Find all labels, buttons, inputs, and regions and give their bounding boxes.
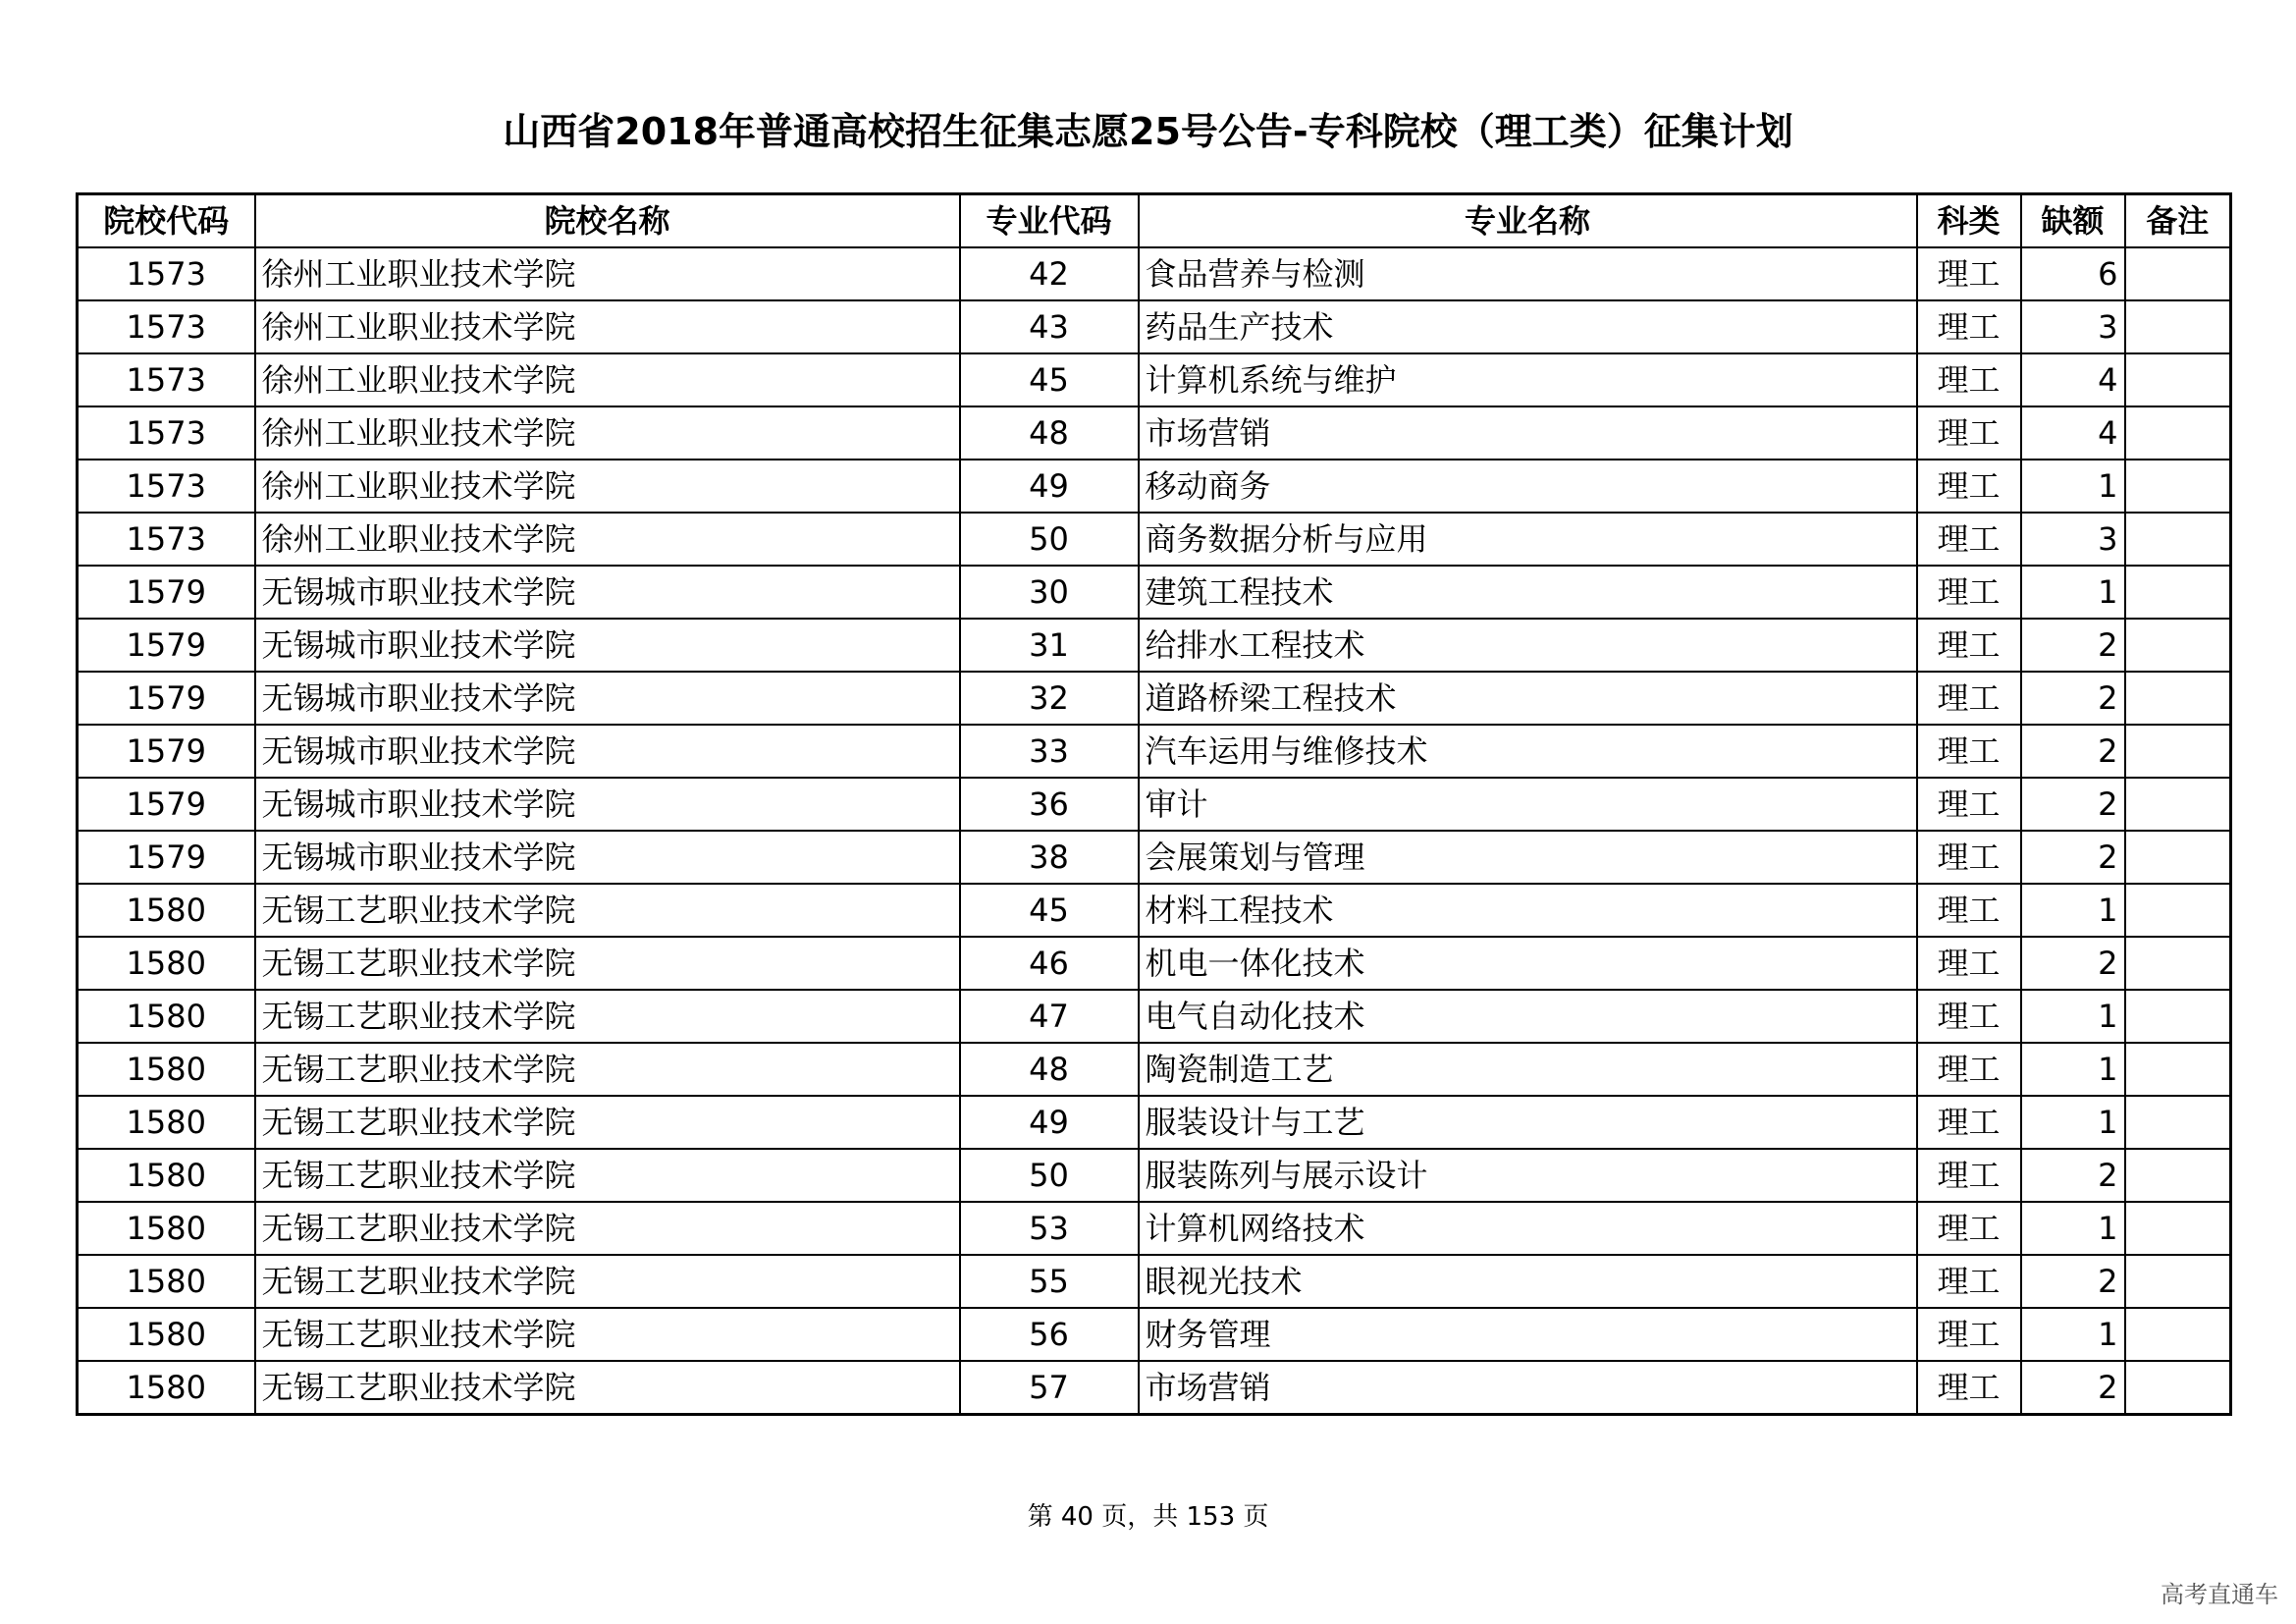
major-code-cell: 46: [960, 937, 1139, 990]
major-name-cell: 电气自动化技术: [1139, 990, 1917, 1043]
remarks-cell: [2125, 884, 2231, 937]
remarks-cell: [2125, 300, 2231, 353]
school-code-cell: 1580: [78, 1149, 255, 1202]
column-header-major-name: 专业名称: [1139, 194, 1917, 248]
school-code-cell: 1579: [78, 831, 255, 884]
school-code-cell: 1573: [78, 460, 255, 513]
remarks-cell: [2125, 1096, 2231, 1149]
vacancies-cell: 1: [2021, 1308, 2125, 1361]
major-name-cell: 市场营销: [1139, 1361, 1917, 1415]
vacancies-cell: 3: [2021, 513, 2125, 566]
category-cell: 理工: [1917, 1043, 2021, 1096]
school-name-cell: 无锡工艺职业技术学院: [255, 1361, 960, 1415]
major-code-cell: 50: [960, 513, 1139, 566]
major-name-cell: 陶瓷制造工艺: [1139, 1043, 1917, 1096]
school-code-cell: 1580: [78, 1255, 255, 1308]
school-name-cell: 无锡城市职业技术学院: [255, 725, 960, 778]
category-cell: 理工: [1917, 778, 2021, 831]
table-row: [78, 406, 2231, 460]
remarks-cell: [2125, 460, 2231, 513]
school-code-cell: 1580: [78, 884, 255, 937]
school-name-cell: 无锡工艺职业技术学院: [255, 1149, 960, 1202]
major-name-cell: 市场营销: [1139, 406, 1917, 460]
column-header-remarks: 备注: [2125, 194, 2231, 248]
table-row: [78, 884, 2231, 937]
page-footer: 第 40 页，共 153 页: [1027, 1502, 1269, 1532]
school-name-cell: 无锡城市职业技术学院: [255, 566, 960, 619]
remarks-cell: [2125, 513, 2231, 566]
table-row: [78, 1202, 2231, 1255]
major-code-cell: 30: [960, 566, 1139, 619]
vacancies-cell: 2: [2021, 778, 2125, 831]
vacancies-cell: 2: [2021, 1149, 2125, 1202]
major-code-cell: 42: [960, 247, 1139, 300]
major-code-cell: 32: [960, 672, 1139, 725]
major-name-cell: 眼视光技术: [1139, 1255, 1917, 1308]
table-header-row: [78, 194, 2231, 248]
major-code-cell: 49: [960, 460, 1139, 513]
major-name-cell: 机电一体化技术: [1139, 937, 1917, 990]
school-name-cell: 徐州工业职业技术学院: [255, 247, 960, 300]
table-row: [78, 353, 2231, 406]
major-name-cell: 计算机网络技术: [1139, 1202, 1917, 1255]
major-code-cell: 47: [960, 990, 1139, 1043]
category-cell: 理工: [1917, 1255, 2021, 1308]
table-row: [78, 778, 2231, 831]
remarks-cell: [2125, 1308, 2231, 1361]
major-name-cell: 汽车运用与维修技术: [1139, 725, 1917, 778]
school-code-cell: 1579: [78, 566, 255, 619]
school-name-cell: 无锡工艺职业技术学院: [255, 990, 960, 1043]
page-title: 山西省2018年普通高校招生征集志愿25号公告-专科院校（理工类）征集计划: [503, 110, 1793, 153]
remarks-cell: [2125, 566, 2231, 619]
major-name-cell: 计算机系统与维护: [1139, 353, 1917, 406]
school-code-cell: 1580: [78, 1361, 255, 1415]
school-code-cell: 1580: [78, 990, 255, 1043]
category-cell: 理工: [1917, 1202, 2021, 1255]
column-header-category: 科类: [1917, 194, 2021, 248]
table-row: [78, 1043, 2231, 1096]
major-name-cell: 会展策划与管理: [1139, 831, 1917, 884]
category-cell: 理工: [1917, 566, 2021, 619]
table-row: [78, 1149, 2231, 1202]
school-code-cell: 1580: [78, 1202, 255, 1255]
school-code-cell: 1580: [78, 1308, 255, 1361]
remarks-cell: [2125, 672, 2231, 725]
table-row: [78, 300, 2231, 353]
major-name-cell: 药品生产技术: [1139, 300, 1917, 353]
category-cell: 理工: [1917, 406, 2021, 460]
table-row: [78, 831, 2231, 884]
table-row: [78, 460, 2231, 513]
category-cell: 理工: [1917, 619, 2021, 672]
category-cell: 理工: [1917, 1149, 2021, 1202]
remarks-cell: [2125, 353, 2231, 406]
school-name-cell: 徐州工业职业技术学院: [255, 460, 960, 513]
category-cell: 理工: [1917, 990, 2021, 1043]
remarks-cell: [2125, 725, 2231, 778]
school-name-cell: 无锡城市职业技术学院: [255, 672, 960, 725]
major-code-cell: 38: [960, 831, 1139, 884]
major-name-cell: 材料工程技术: [1139, 884, 1917, 937]
table-row: [78, 937, 2231, 990]
category-cell: 理工: [1917, 513, 2021, 566]
column-header-major-code: 专业代码: [960, 194, 1139, 248]
school-name-cell: 无锡工艺职业技术学院: [255, 1308, 960, 1361]
school-name-cell: 无锡工艺职业技术学院: [255, 884, 960, 937]
vacancies-cell: 2: [2021, 937, 2125, 990]
major-name-cell: 建筑工程技术: [1139, 566, 1917, 619]
table-row: [78, 1255, 2231, 1308]
vacancies-cell: 1: [2021, 1043, 2125, 1096]
major-code-cell: 45: [960, 884, 1139, 937]
table-body: [78, 247, 2231, 1415]
table-row: [78, 619, 2231, 672]
school-code-cell: 1573: [78, 513, 255, 566]
vacancies-cell: 1: [2021, 990, 2125, 1043]
vacancies-cell: 1: [2021, 1096, 2125, 1149]
school-name-cell: 无锡城市职业技术学院: [255, 619, 960, 672]
vacancies-cell: 2: [2021, 831, 2125, 884]
major-code-cell: 53: [960, 1202, 1139, 1255]
remarks-cell: [2125, 1202, 2231, 1255]
major-code-cell: 43: [960, 300, 1139, 353]
category-cell: 理工: [1917, 831, 2021, 884]
remarks-cell: [2125, 619, 2231, 672]
category-cell: 理工: [1917, 1308, 2021, 1361]
vacancies-cell: 2: [2021, 672, 2125, 725]
table-row: [78, 990, 2231, 1043]
school-name-cell: 徐州工业职业技术学院: [255, 513, 960, 566]
remarks-cell: [2125, 1043, 2231, 1096]
school-code-cell: 1579: [78, 619, 255, 672]
remarks-cell: [2125, 247, 2231, 300]
vacancies-cell: 3: [2021, 300, 2125, 353]
category-cell: 理工: [1917, 353, 2021, 406]
vacancies-cell: 2: [2021, 1361, 2125, 1415]
vacancies-cell: 6: [2021, 247, 2125, 300]
major-name-cell: 商务数据分析与应用: [1139, 513, 1917, 566]
category-cell: 理工: [1917, 247, 2021, 300]
school-code-cell: 1573: [78, 406, 255, 460]
vacancies-cell: 1: [2021, 460, 2125, 513]
category-cell: 理工: [1917, 1361, 2021, 1415]
remarks-cell: [2125, 937, 2231, 990]
table-row: [78, 1361, 2231, 1415]
vacancies-cell: 4: [2021, 353, 2125, 406]
major-name-cell: 服装设计与工艺: [1139, 1096, 1917, 1149]
table-row: [78, 247, 2231, 300]
major-name-cell: 食品营养与检测: [1139, 247, 1917, 300]
remarks-cell: [2125, 990, 2231, 1043]
school-name-cell: 无锡城市职业技术学院: [255, 831, 960, 884]
school-name-cell: 无锡工艺职业技术学院: [255, 1096, 960, 1149]
major-code-cell: 50: [960, 1149, 1139, 1202]
vacancies-cell: 1: [2021, 884, 2125, 937]
table-row: [78, 1308, 2231, 1361]
vacancies-cell: 1: [2021, 566, 2125, 619]
column-header-school-name: 院校名称: [255, 194, 960, 248]
category-cell: 理工: [1917, 725, 2021, 778]
major-code-cell: 48: [960, 406, 1139, 460]
enrollment-plan-table: [76, 192, 2232, 1416]
category-cell: 理工: [1917, 1096, 2021, 1149]
school-name-cell: 无锡工艺职业技术学院: [255, 937, 960, 990]
major-name-cell: 道路桥梁工程技术: [1139, 672, 1917, 725]
remarks-cell: [2125, 406, 2231, 460]
table-row: [78, 566, 2231, 619]
table-row: [78, 725, 2231, 778]
category-cell: 理工: [1917, 937, 2021, 990]
major-name-cell: 财务管理: [1139, 1308, 1917, 1361]
school-code-cell: 1573: [78, 300, 255, 353]
major-name-cell: 移动商务: [1139, 460, 1917, 513]
watermark: 高考直通车: [2161, 1581, 2278, 1608]
major-code-cell: 31: [960, 619, 1139, 672]
major-name-cell: 审计: [1139, 778, 1917, 831]
major-name-cell: 给排水工程技术: [1139, 619, 1917, 672]
school-code-cell: 1580: [78, 937, 255, 990]
category-cell: 理工: [1917, 884, 2021, 937]
table-row: [78, 513, 2231, 566]
remarks-cell: [2125, 1361, 2231, 1415]
school-code-cell: 1580: [78, 1043, 255, 1096]
remarks-cell: [2125, 1255, 2231, 1308]
vacancies-cell: 2: [2021, 1255, 2125, 1308]
school-name-cell: 无锡工艺职业技术学院: [255, 1202, 960, 1255]
school-code-cell: 1573: [78, 353, 255, 406]
vacancies-cell: 4: [2021, 406, 2125, 460]
school-name-cell: 徐州工业职业技术学院: [255, 353, 960, 406]
category-cell: 理工: [1917, 460, 2021, 513]
category-cell: 理工: [1917, 672, 2021, 725]
major-code-cell: 56: [960, 1308, 1139, 1361]
major-code-cell: 57: [960, 1361, 1139, 1415]
table-row: [78, 1096, 2231, 1149]
column-header-school-code: 院校代码: [78, 194, 255, 248]
column-header-vacancies: 缺额: [2021, 194, 2125, 248]
remarks-cell: [2125, 831, 2231, 884]
school-name-cell: 徐州工业职业技术学院: [255, 300, 960, 353]
remarks-cell: [2125, 1149, 2231, 1202]
vacancies-cell: 2: [2021, 619, 2125, 672]
major-code-cell: 33: [960, 725, 1139, 778]
school-code-cell: 1573: [78, 247, 255, 300]
major-code-cell: 49: [960, 1096, 1139, 1149]
remarks-cell: [2125, 778, 2231, 831]
table-row: [78, 672, 2231, 725]
school-name-cell: 无锡工艺职业技术学院: [255, 1255, 960, 1308]
school-code-cell: 1579: [78, 672, 255, 725]
vacancies-cell: 1: [2021, 1202, 2125, 1255]
school-code-cell: 1580: [78, 1096, 255, 1149]
major-name-cell: 服装陈列与展示设计: [1139, 1149, 1917, 1202]
school-name-cell: 无锡工艺职业技术学院: [255, 1043, 960, 1096]
school-code-cell: 1579: [78, 778, 255, 831]
school-name-cell: 徐州工业职业技术学院: [255, 406, 960, 460]
school-code-cell: 1579: [78, 725, 255, 778]
major-code-cell: 48: [960, 1043, 1139, 1096]
major-code-cell: 55: [960, 1255, 1139, 1308]
category-cell: 理工: [1917, 300, 2021, 353]
major-code-cell: 36: [960, 778, 1139, 831]
vacancies-cell: 2: [2021, 725, 2125, 778]
school-name-cell: 无锡城市职业技术学院: [255, 778, 960, 831]
major-code-cell: 45: [960, 353, 1139, 406]
